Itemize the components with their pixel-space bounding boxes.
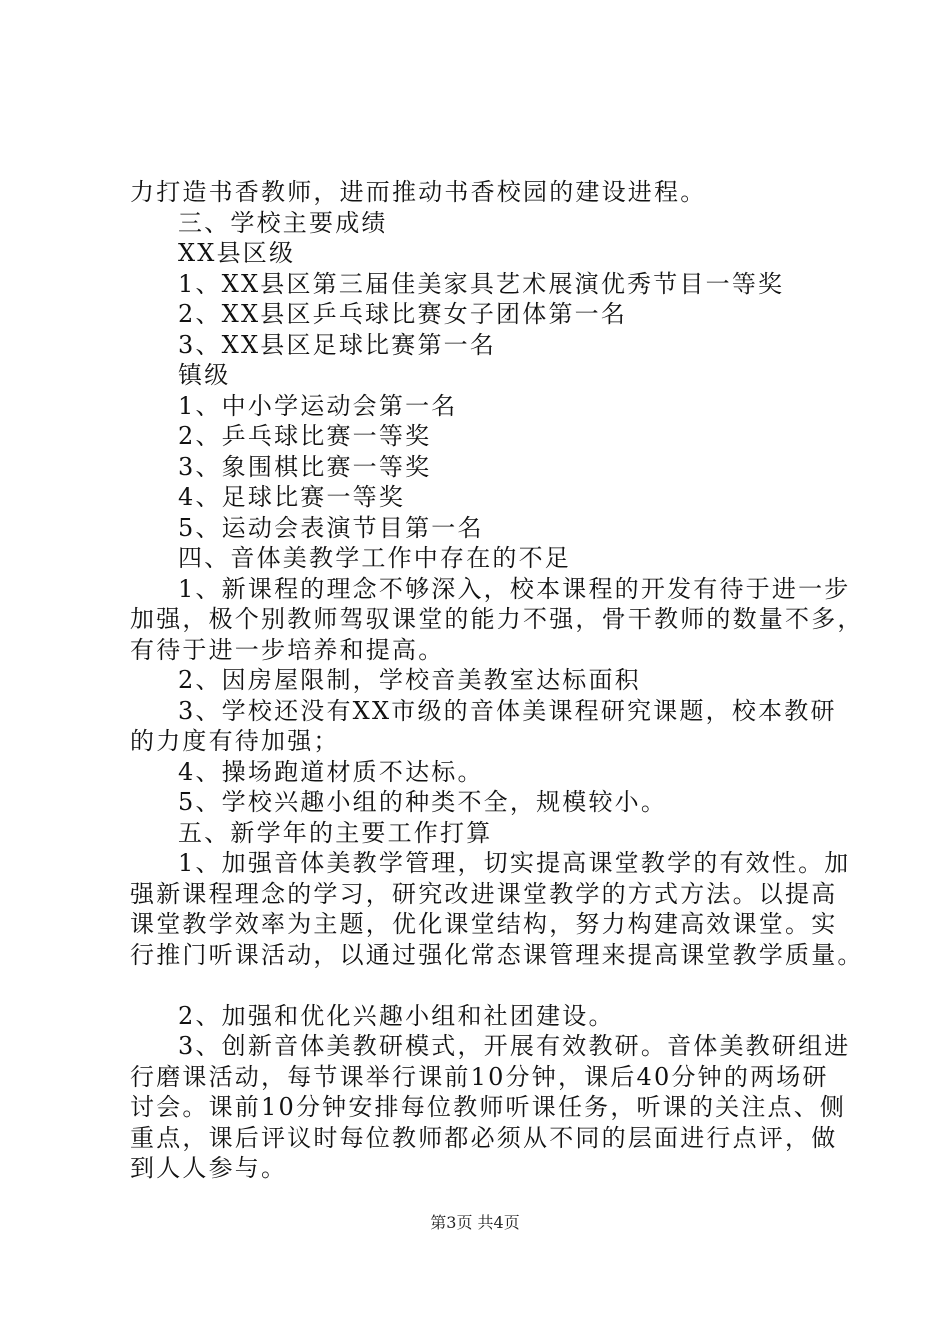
body-text-line: 2、加强和优化兴趣小组和社团建设。 (178, 1002, 615, 1030)
body-text-line: 加强，极个别教师驾驭课堂的能力不强，骨干教师的数量不多， (130, 605, 864, 633)
list-item: 1、中小学运动会第一名 (178, 392, 458, 420)
body-text-line: 强新课程理念的学习，研究改进课堂教学的方式方法。以提高 (130, 880, 838, 908)
section-heading: 四、音体美教学工作中存在的不足 (178, 544, 571, 572)
subheading: 镇级 (178, 361, 231, 389)
body-text-line: 5、学校兴趣小组的种类不全，规模较小。 (178, 788, 668, 816)
body-text-line: 力打造书香教师，进而推动书香校园的建设进程。 (130, 178, 707, 206)
list-item: 3、象围棋比赛一等奖 (178, 453, 432, 481)
body-text-line: 到人人参与。 (130, 1154, 288, 1182)
body-text-line: 有待于进一步培养和提高。 (130, 636, 445, 664)
list-item: 2、XX县区乒乓球比赛女子团体第一名 (178, 300, 628, 328)
section-heading: 五、新学年的主要工作打算 (178, 819, 493, 847)
list-item: 2、乒乓球比赛一等奖 (178, 422, 432, 450)
body-text-line: 3、创新音体美教研模式，开展有效教研。音体美教研组进 (178, 1032, 851, 1060)
body-text-line: 2、因房屋限制，学校音美教室达标面积 (178, 666, 641, 694)
page-number-footer: 第3页 共4页 (430, 1213, 520, 1232)
list-item: 3、XX县区足球比赛第一名 (178, 331, 497, 359)
section-heading: 三、学校主要成绩 (178, 209, 388, 237)
body-text-line: 行推门听课活动，以通过强化常态课管理来提高课堂教学质量。 (130, 941, 864, 969)
body-text-line: 重点，课后评议时每位教师都必须从不同的层面进行点评，做 (130, 1124, 838, 1152)
list-item: 1、XX县区第三届佳美家具艺术展演优秀节目一等奖 (178, 270, 785, 298)
subheading: XX县区级 (178, 239, 296, 267)
body-text-line: 行磨课活动，每节课举行课前10分钟，课后40分钟的两场研 (130, 1063, 829, 1091)
body-text-line: 3、学校还没有XX市级的音体美课程研究课题，校本教研 (178, 697, 837, 725)
body-text-line: 1、新课程的理念不够深入，校本课程的开发有待于进一步 (178, 575, 851, 603)
body-text-line: 4、操场跑道材质不达标。 (178, 758, 484, 786)
body-text-line: 的力度有待加强； (130, 727, 340, 755)
body-text-line: 讨会。课前10分钟安排每位教师听课任务，听课的关注点、侧 (130, 1093, 847, 1121)
body-text-line: 课堂教学效率为主题，优化课堂结构，努力构建高效课堂。实 (130, 910, 838, 938)
body-text-line: 1、加强音体美教学管理，切实提高课堂教学的有效性。加 (178, 849, 851, 877)
list-item: 4、足球比赛一等奖 (178, 483, 406, 511)
list-item: 5、运动会表演节目第一名 (178, 514, 484, 542)
